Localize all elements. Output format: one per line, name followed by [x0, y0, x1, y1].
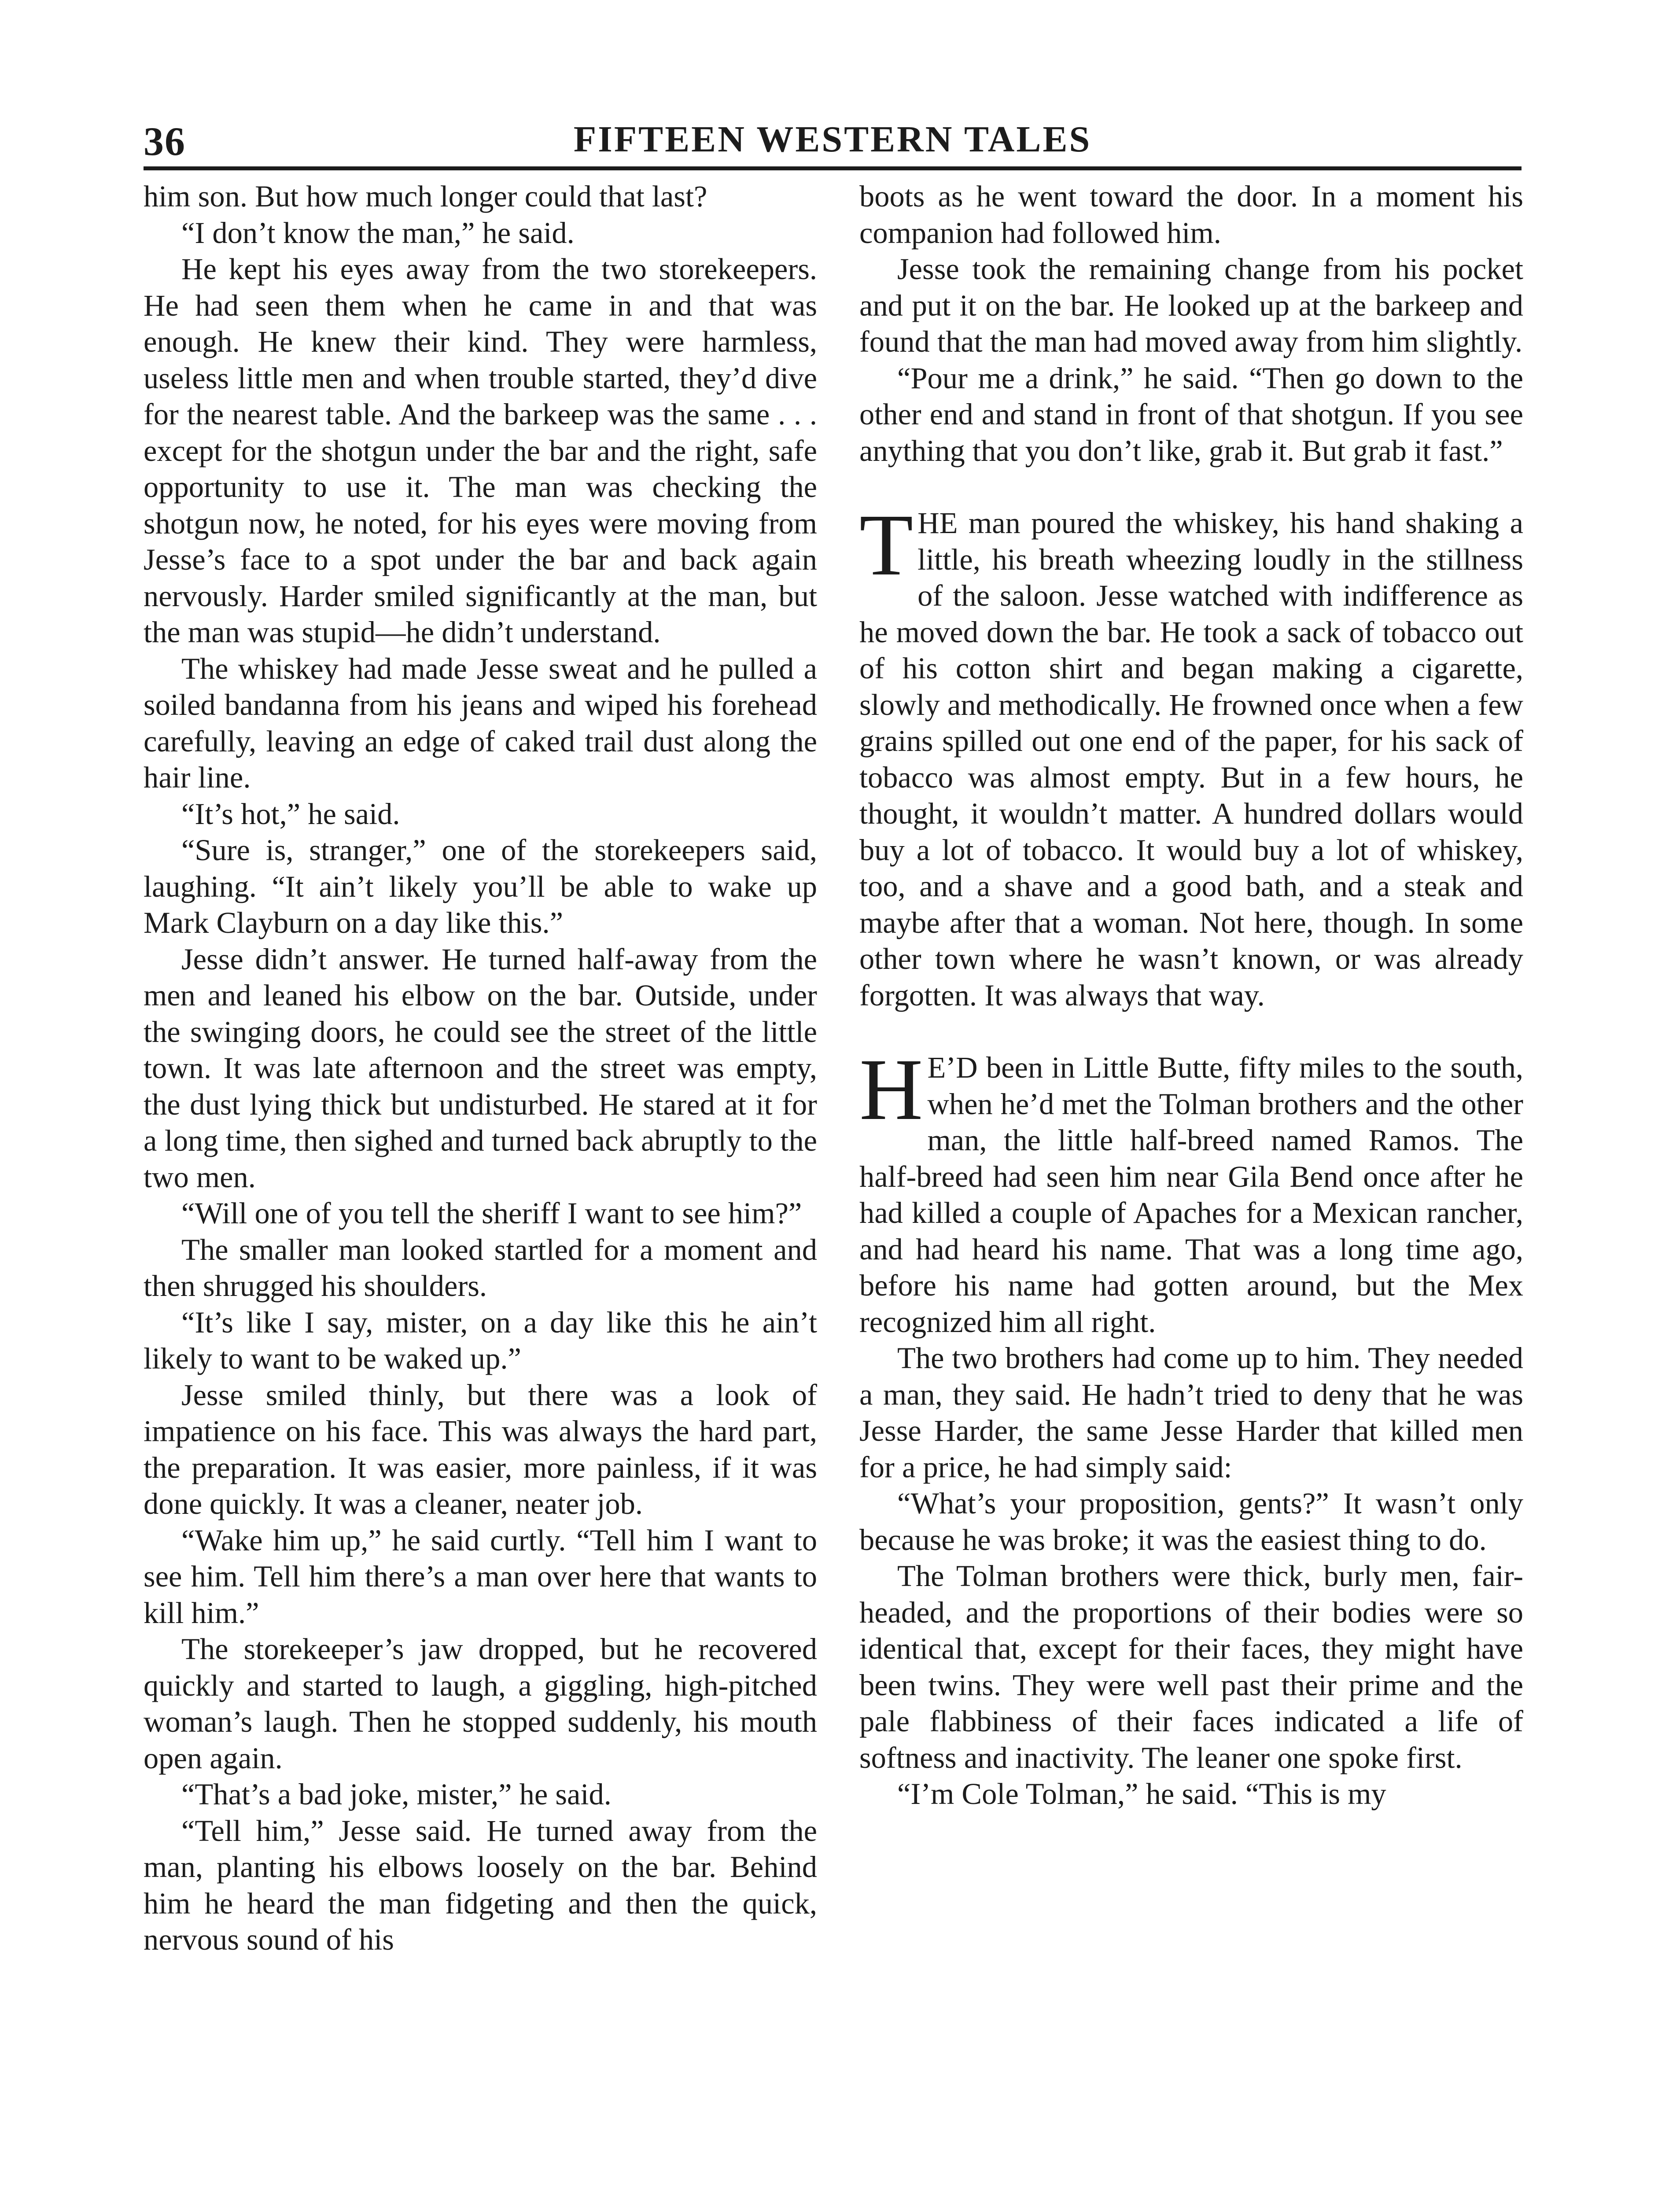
paragraph: The smaller man looked startled for a moment and then shrugged his shoulders. [144, 1233, 817, 1303]
paragraph: “That’s a bad joke, mister,” he said. [181, 1778, 612, 1811]
paragraph: “Sure is, stranger,” one of the storekeepers said, laughing. “It ain’t likely you’ll be able to wake up Mark Clayburn on a day like this.” [144, 833, 817, 939]
paragraph: Jesse didn’t answer. He turned half-away from the men and leaned his elbow on the bar. Outside, under the swinging doors, he could see the street of the little town. It was late afternoon and the street was empty, the dust lying thick but undisturbed. He stared at it for a long time, then sighed and turned back abruptly to the two men. [144, 942, 817, 1194]
paragraph: “I don’t know the man,” he said. [181, 216, 575, 250]
drop-cap: H [859, 1041, 923, 1138]
header-rule [144, 166, 1522, 170]
drop-cap: T [859, 497, 914, 594]
paragraph: “It’s like I say, mister, on a day like this he ain’t likely to want to be waked up.” [144, 1305, 817, 1375]
paragraph: Jesse smiled thinly, but there was a look of impatience on his face. This was always the hard part, the preparation. It was easier, more painless, if it was done quickly. It was a cleaner, neater job. [144, 1378, 817, 1520]
paragraph: “I’m Cole Tolman,” he said. “This is my [897, 1777, 1386, 1811]
running-title: FIFTEEN WESTERN TALES [573, 119, 1092, 160]
paragraph: “Will one of you tell the sheriff I want to see him?” [181, 1196, 802, 1230]
paragraph: “Tell him,” Jesse said. He turned away from the man, planting his elbows loosely on the bar. Behind him he heard the man fidgeting and then the quick, nervous sound of his [144, 1814, 817, 1956]
paragraph: him son. But how much longer could that last? [144, 180, 707, 213]
paragraph: boots as he went toward the door. In a moment his companion had followed him. [859, 180, 1523, 250]
paragraph: “What’s your proposition, gents?” It wasn’t only because he was broke; it was the easiest thing to do. [859, 1487, 1523, 1557]
section-paragraph [859, 1041, 1523, 1340]
section-text: HE man poured the whiskey, his hand shaking a little, his breath wheezing loudly in the stillness of the saloon. Jesse watched with indifference as he moved down the bar. He took a sack of tobacco out of his cotton shirt and began making a cigarette, slowly and methodically. He frowned once when a few grains spilled out one end of the paper, for his sack of tobacco was almost empty. But in a few hours, he thought, it wouldn’t matter. A hundred dollars would buy a lot of tobacco. It would buy a lot of whiskey, too, and a shave and a good bath, and a steak and maybe after that a woman. Not here, though. In some other town where he wasn’t known, or was already forgotten. It was always that way. [859, 506, 1523, 1012]
paragraph: The whiskey had made Jesse sweat and he pulled a soiled bandanna from his jeans and wiped his forehead carefully, leaving an edge of caked trail dust along the hair line. [144, 651, 817, 794]
paragraph: The storekeeper’s jaw dropped, but he recovered quickly and started to laugh, a giggling, high-pitched woman’s laugh. Then he stopped suddenly, his mouth open again. [144, 1632, 817, 1775]
page-header [144, 110, 1522, 167]
right-column [859, 178, 1523, 2201]
section-text: E’D been in Little Butte, fifty miles to the south, when he’d met the Tolman brothers and the other man, the little half-breed named Ramos. The half-breed had seen him near Gila Bend once after he had killed a couple of Apaches for a Mexican rancher, and had heard his name. That was a long time ago, before his name had gotten around, but the Mex recognized him all right. [859, 1051, 1523, 1339]
section-paragraph [859, 497, 1523, 1013]
paragraph: “Pour me a drink,” he said. “Then go down to the other end and stand in front of that shotgun. If you see anything that you don’t like, grab it. But grab it fast.” [859, 361, 1523, 467]
paragraph: The two brothers had come up to him. They needed a man, they said. He hadn’t tried to deny that he was Jesse Harder, the same Jesse Harder that killed men for a price, he had simply said: [859, 1341, 1523, 1484]
paragraph: “It’s hot,” he said. [181, 797, 400, 831]
paragraph: He kept his eyes away from the two storekeepers. He had seen them when he came in and that was enough. He knew their kind. They were harmless, useless little men and when trouble started, they’d dive for the nearest table. And the barkeep was the same . . . except for the shotgun under the bar and the right, safe opportunity to use it. The man was checking the shotgun now, he noted, for his eyes were moving from Jesse’s face to a spot under the bar and back again nervously. Harder smiled significantly at the man, but the man was stupid—he didn’t understand. [144, 252, 817, 649]
paragraph: Jesse took the remaining change from his pocket and put it on the bar. He looked up at the barkeep and found that the man had moved away from him slightly. [859, 252, 1523, 358]
paragraph: “Wake him up,” he said curtly. “Tell him I want to see him. Tell him there’s a man over here that wants to kill him.” [144, 1523, 817, 1630]
page-number: 36 [144, 119, 186, 164]
left-column [144, 178, 817, 2201]
paragraph: The Tolman brothers were thick, burly men, fair-headed, and the proportions of their bodies were so identical that, except for their faces, they might have been twins. They were well past their prime and the pale flabbiness of their faces indicated a life of softness and inactivity. The leaner one spoke first. [859, 1559, 1523, 1774]
